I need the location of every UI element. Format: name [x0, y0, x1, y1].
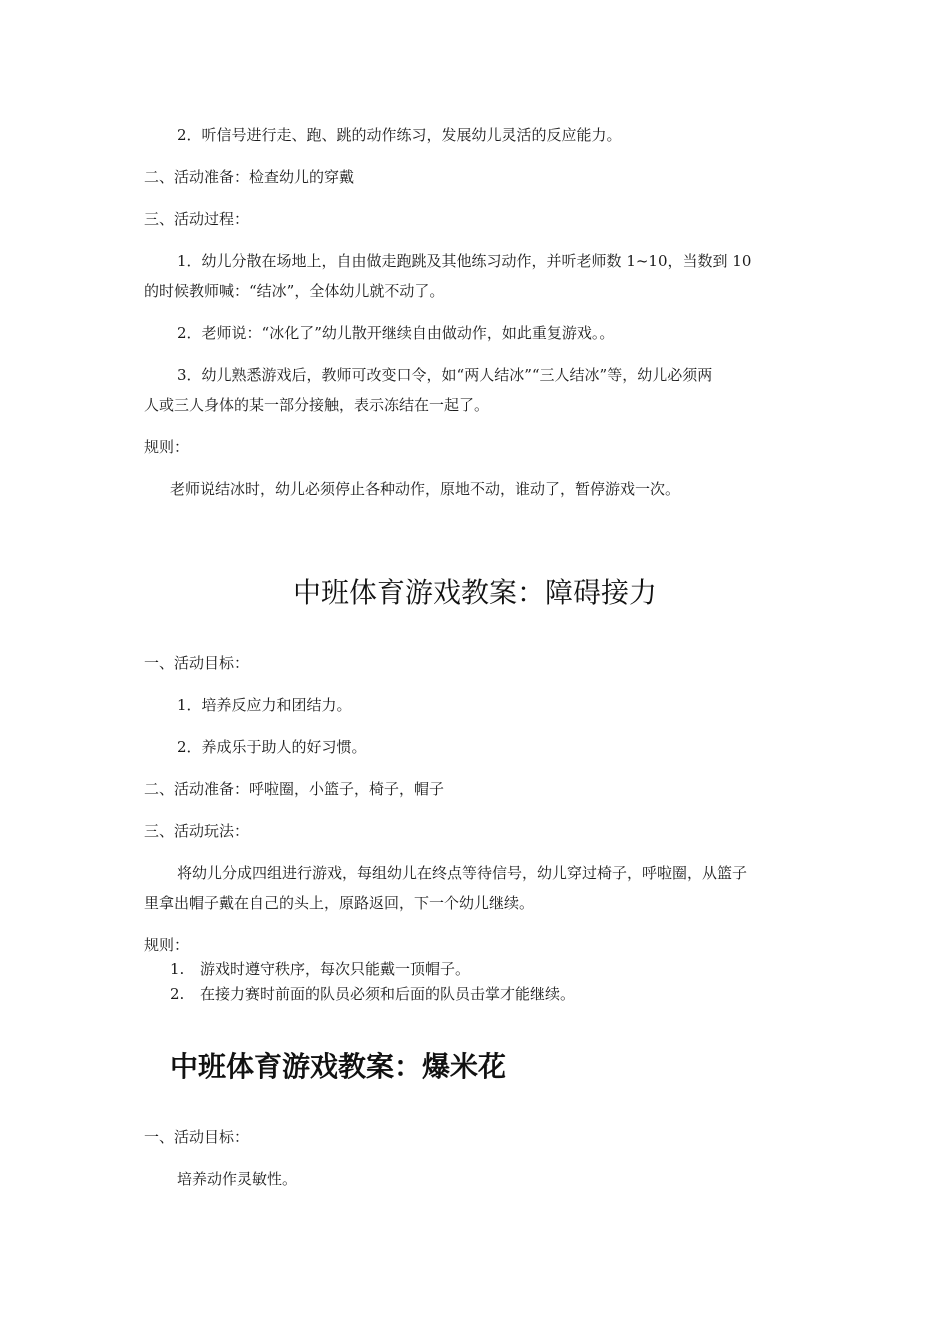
list-item-text: 游戏时遵守秩序，每次只能戴一顶帽子。	[200, 960, 471, 978]
list-item	[170, 959, 470, 979]
section-b-play-line-1: 将幼儿分成四组进行游戏，每组幼儿在终点等待信号，幼儿穿过椅子，呼啦圈，从篮子	[177, 864, 748, 882]
section-b-play-heading: 三、活动玩法：	[144, 822, 250, 840]
section-b-goal-2: 2．养成乐于助人的好习惯。	[177, 738, 367, 756]
list-item-text: 在接力赛时前面的队员必须和后面的队员击掌才能继续。	[200, 985, 576, 1003]
section-a-rules-heading: 规则：	[144, 438, 190, 456]
list-item-number: 1.	[170, 960, 185, 978]
section-c-goal: 培养动作灵敏性。	[177, 1170, 298, 1188]
section-a-step-2: 2．老师说：“冰化了”幼儿散开继续自由做动作，如此重复游戏。。	[177, 324, 615, 342]
section-a-prep: 二、活动准备：检查幼儿的穿戴	[144, 168, 355, 186]
section-c-title: 中班体育游戏教案：爆米花	[170, 1050, 507, 1083]
section-a-step-1-line-1: 1．幼儿分散在场地上，自由做走跑跳及其他练习动作，并听老师数 1~10，当数到 10	[177, 252, 752, 270]
section-b-goal-1: 1．培养反应力和团结力。	[177, 696, 352, 714]
section-c-goals-heading: 一、活动目标：	[144, 1128, 250, 1146]
section-b-prep: 二、活动准备：呼啦圈，小篮子，椅子，帽子	[144, 780, 445, 798]
section-b-goals-heading: 一、活动目标：	[144, 654, 250, 672]
section-a-step-1-line-2: 的时候教师喊：“结冰”，全体幼儿就不动了。	[144, 282, 445, 300]
section-a-process-heading: 三、活动过程：	[144, 210, 250, 228]
list-item	[170, 984, 575, 1004]
section-b-rules-heading: 规则：	[144, 936, 190, 954]
section-b-play-line-2: 里拿出帽子戴在自己的头上，原路返回，下一个幼儿继续。	[144, 894, 535, 912]
section-b-title: 中班体育游戏教案：障碍接力	[292, 576, 657, 609]
section-a-step-3-line-1: 3．幼儿熟悉游戏后，教师可改变口令，如“两人结冰”“三人结冰”等，幼儿必须两	[177, 366, 713, 384]
section-a-step-3-line-2: 人或三人身体的某一部分接触，表示冻结在一起了。	[144, 396, 490, 414]
list-item-number: 2.	[170, 985, 185, 1003]
section-a-goal-2: 2．听信号进行走、跑、跳的动作练习，发展幼儿灵活的反应能力。	[177, 126, 622, 144]
section-a-rules-text: 老师说结冰时，幼儿必须停止各种动作，原地不动，谁动了，暂停游戏一次。	[170, 480, 681, 498]
